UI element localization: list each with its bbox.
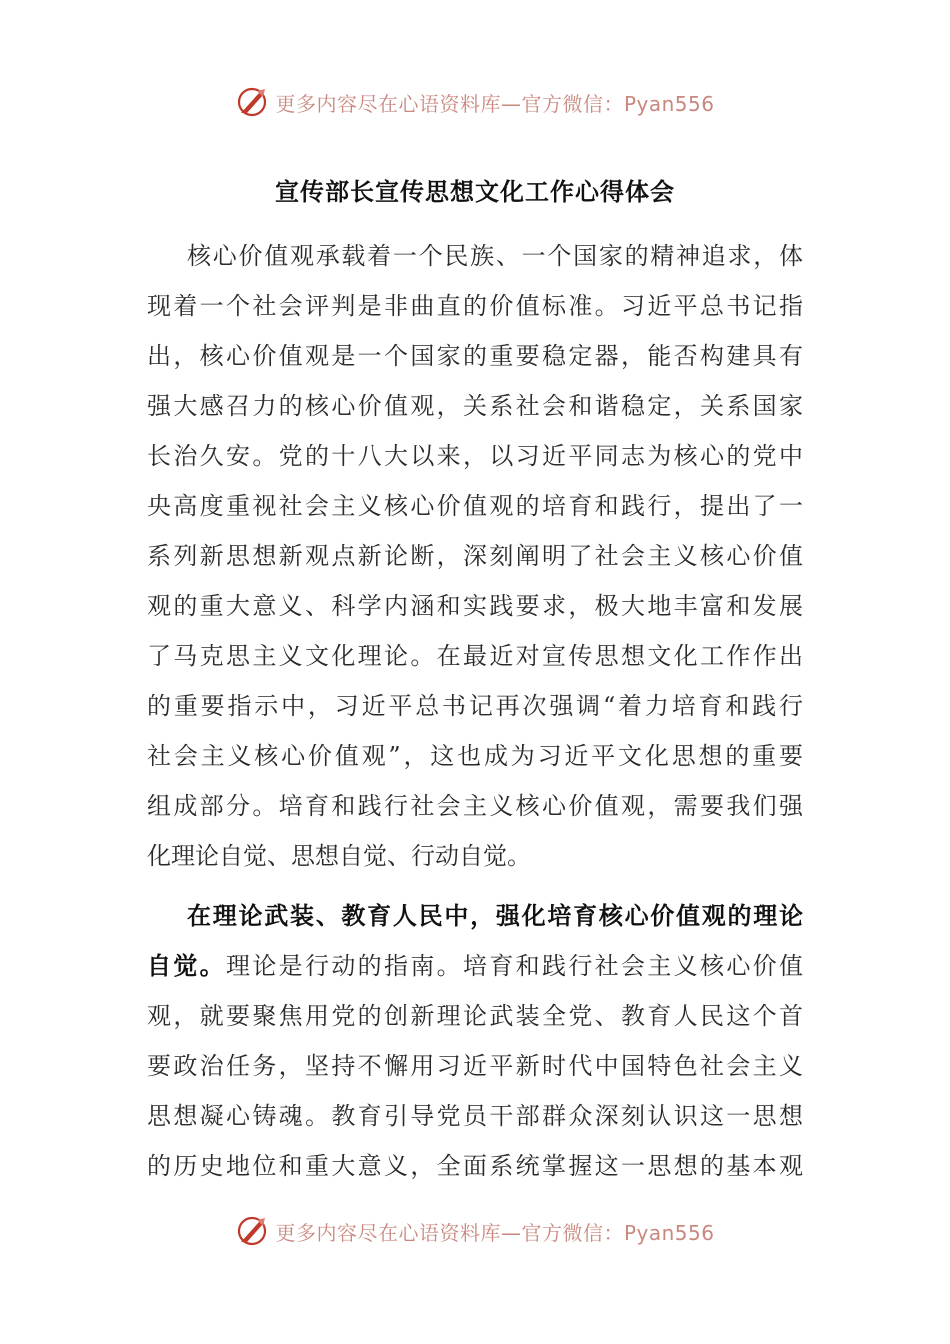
text-line: 的重要指示中，习近平总书记再次强调“着力培育和践行 [147,692,803,720]
section-heading-line [187,901,803,931]
text-line [147,951,803,981]
text-line: 社会主义核心价值观”，这也成为习近平文化思想的重要 [147,742,803,770]
text-line: 的历史地位和重大意义，全面系统掌握这一思想的基本观 [147,1152,803,1180]
quill-pen-logo-icon [235,1214,269,1248]
text-line: 系列新思想新观点新论断，深刻阐明了社会主义核心价值 [147,542,803,570]
text-line: 了马克思主义文化理论。在最近对宣传思想文化工作作出 [147,642,803,670]
section-heading: 在理论武装、教育人民中，强化培育核心价值观的理论 [187,902,803,930]
section-heading-end: 自觉。 [147,952,226,980]
text-line: 央高度重视社会主义核心价值观的培育和践行，提出了一 [147,492,803,520]
text-line: 化理论自觉、思想自觉、行动自觉。 [147,842,531,870]
text-line: 思想凝心铸魂。教育引导党员干部群众深刻认识这一思想 [147,1102,803,1130]
text-line: 核心价值观承载着一个民族、一个国家的精神追求，体 [187,242,803,270]
banner-text: 更多内容尽在心语资料库—官方微信：Pyan556 [275,91,715,116]
text-line: 出，核心价值观是一个国家的重要稳定器，能否构建具有 [147,342,803,370]
footer-watermark-banner [0,1211,950,1251]
header-watermark-banner [0,82,950,122]
text-line: 要政治任务，坚持不懈用习近平新时代中国特色社会主义 [147,1052,803,1080]
banner-text: 更多内容尽在心语资料库—官方微信：Pyan556 [275,1220,715,1245]
text-line: 强大感召力的核心价值观，关系社会和谐稳定，关系国家 [147,392,803,420]
text-line: 长治久安。党的十八大以来，以习近平同志为核心的党中 [147,442,803,470]
text-line: 观的重大意义、科学内涵和实践要求，极大地丰富和发展 [147,592,803,620]
text-line: 现着一个社会评判是非曲直的价值标准。习近平总书记指 [147,292,803,320]
text-line: 组成部分。培育和践行社会主义核心价值观，需要我们强 [147,792,803,820]
text-fragment: 理论是行动的指南。培育和践行社会主义核心价值 [226,952,803,980]
quill-pen-logo-icon [235,85,269,119]
document-title: 宣传部长宣传思想文化工作心得体会 [275,178,675,206]
text-line: 观，就要聚焦用党的创新理论武装全党、教育人民这个首 [147,1002,803,1030]
